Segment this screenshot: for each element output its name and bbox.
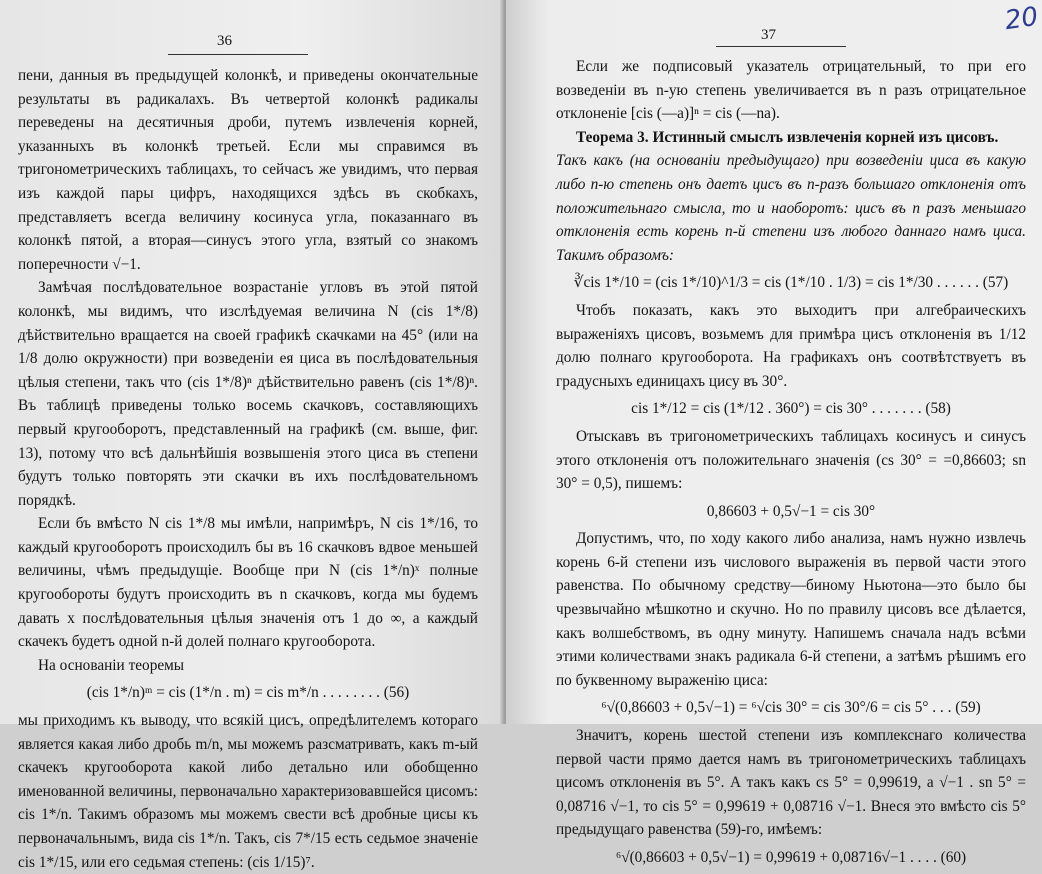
paragraph-4: На основаніи теоремы: [38, 656, 185, 674]
formula-57: ∛cis 1*/10 = (cis 1*/10)^1/3 = cis (1*/10 . 1/3) = cis 1*/30 . . . . . . (57): [573, 274, 1009, 292]
paragraph-3: Если бъ вмѣсто N cis 1*/8 мы имѣли, напримѣръ, N cis 1*/16, то каждый кругооборотъ происходилъ бы въ 16 скачковъ вдвое меньшей величины, чѣмъ предыдущіе. Вообще при N (cis 1*/n)ˣ полные кругообороты будутъ происходить въ n скачковъ, когда мы будемъ давать x послѣдовательныя цѣлыя значенія отъ 1 до ∞, а каждый скачекъ будетъ одной n-й долей полнаго кругооборота.: [18, 515, 478, 651]
formula-59: ⁶√(0,86603 + 0,5√−1) = ⁶√cis 30° = cis 30°/6 = cis 5° . . . (59): [601, 699, 981, 717]
right-page: [506, 0, 1042, 866]
paragraph-1: пени, данныя въ предыдущей колонкѣ, и приведены окончательные результаты въ радикалахъ. Въ четвертой колонкѣ радикалы переведены на десятичныя дроби, путемъ извлеченія корней, указанныхъ въ колонкѣ третьей. Если мы справимся въ тригонометрическихъ таблицахъ, то сейчасъ же увидимъ, что первая изъ каждой пары цифръ, находящихся здѣсь въ скобкахъ, представляетъ всегда величину косинуса угла, показаннаго въ колонкѣ пятой, а вторая—синусъ этого угла, взятый со знакомъ поперечности √−1.: [18, 67, 478, 273]
paragraph-1: Если же подписовый указатель отрицательный, то при его возведеніи въ n-ую степень увеличивается въ n разъ отрицательное отклоненіе [cis (—a)]ⁿ = cis (—na).: [556, 58, 1026, 123]
paragraph-5: мы приходимъ къ выводу, что всякій цисъ, опредѣлителемъ котораго является какая либо дробь m/n, мы можемъ разсматривать, какъ m-ый скачекъ кругооборота какой либо детально или обобщенно именованной величины, первоначально характеризовавшейся цисомъ: cis 1*/n. Такимъ образомъ мы можемъ свести всѣ дробные цисы къ первоначальнымъ, вида cis 1*/n. Такъ, cis 7*/15 есть седьмое значеніе cis 1*/15, или его седьмая степень: (cis 1/15)⁷.: [18, 712, 478, 871]
paragraph-5: Значитъ, корень шестой степени изъ комплекснаго количества первой части прямо дается намъ въ тригонометрическихъ таблицахъ цисомъ отклоненія въ 5°. А такъ какъ cs 5° = 0,99619, а √−1 . sn 5° = 0,08716 √−1, то cis 5° = 0,99619 + 0,08716 √−1. Внеся это вмѣсто cis 5° предыдущаго равенства (59)-го, имѣемъ:: [556, 727, 1026, 839]
right-page-text: [556, 55, 1026, 874]
handwritten-stamp: 20: [1002, 1, 1040, 37]
theorem-3-statement: Такъ какъ (на основаніи предыдущаго) при возведеніи циса въ какую либо n-ю степень онъ даетъ цисъ въ n-разъ большаго отклоненія отъ положительнаго смысла, то и наоборотъ: цисъ въ n разъ меньшаго отклоненія есть корень n-й степени изъ любого даннаго намъ циса. Такимъ образомъ:: [556, 152, 1026, 264]
paragraph-2: Замѣчая послѣдовательное возрастаніе угловъ въ этой пятой колонкѣ, мы видимъ, что изслѣдуемая величина N (cis 1*/8) дѣйствительно вращается на своей графикѣ скачками на 45° (или на 1/8 долю окружности) при возведеніи ея циса въ послѣдовательныя цѣлыя степени, такъ что (cis 1*/8)ⁿ дѣйствительно равенъ (cis 1*/8)ⁿ. Въ таблицѣ приведены только восемь скачковъ, составляющихъ первый кругооборотъ, представленный на графикѣ (см. выше, фиг. 13), потому что всѣ дальнѣйшія возвышенія этого циса въ степени будутъ только повторять эти скачки въ ихъ послѣдовательномъ порядкѣ.: [18, 279, 478, 509]
formula-58: cis 1*/12 = cis (1*/12 . 360°) = cis 30° . . . . . . . (58): [631, 400, 951, 418]
page-number-left: 36: [217, 33, 232, 49]
left-page: [0, 0, 506, 871]
left-page-text: [18, 64, 478, 874]
page-number-right: 37: [761, 27, 776, 43]
paragraph-2: Чтобъ показать, какъ это выходитъ при алгебраическихъ выраженіяхъ цисовъ, возьмемъ для примѣра цисъ отклоненія въ 1/12 долю полнаго кругооборота. На графикахъ онъ соотвѣтствуетъ въ градусныхъ единицахъ цису въ 30°.: [556, 301, 1026, 390]
formula-60: ⁶√(0,86603 + 0,5√−1) = 0,99619 + 0,08716√−1 . . . . (60): [615, 849, 967, 866]
theorem-3-heading: Теорема 3. Истинный смыслъ извлеченія корней изъ цисовъ.: [576, 128, 999, 146]
paragraph-4: Допустимъ, что, по ходу какого либо анализа, намъ нужно извлечь корень 6-й степени изъ числового выраженія въ первой части этого равенства. По обычному средству—биному Ньютона—это было бы чрезвычайно мѣшкотно и скучно. Но по правилу цисовъ все дѣлается, какъ волшебствомъ, въ одну минуту. Напишемъ сначала надъ всѣми этими количествами знакъ радикала 6-й степени, а затѣмъ рѣшимъ его по буквенному выраженію циса:: [556, 530, 1026, 689]
header-rule-right: [716, 46, 846, 47]
paragraph-3: Отыскавъ въ тригонометрическихъ таблицахъ косинусъ и синусъ этого отклоненія отъ положительнаго значенія (cs 30° = =0,86603; sn 30° = 0,5), пишемъ:: [556, 427, 1026, 493]
formula-56: (cis 1*/n)ᵐ = cis (1*/n . m) = cis m*/n . . . . . . . . (56): [86, 684, 410, 702]
formula-cis30: 0,86603 + 0,5√−1 = cis 30°: [706, 502, 876, 520]
header-rule-left: [168, 54, 308, 55]
